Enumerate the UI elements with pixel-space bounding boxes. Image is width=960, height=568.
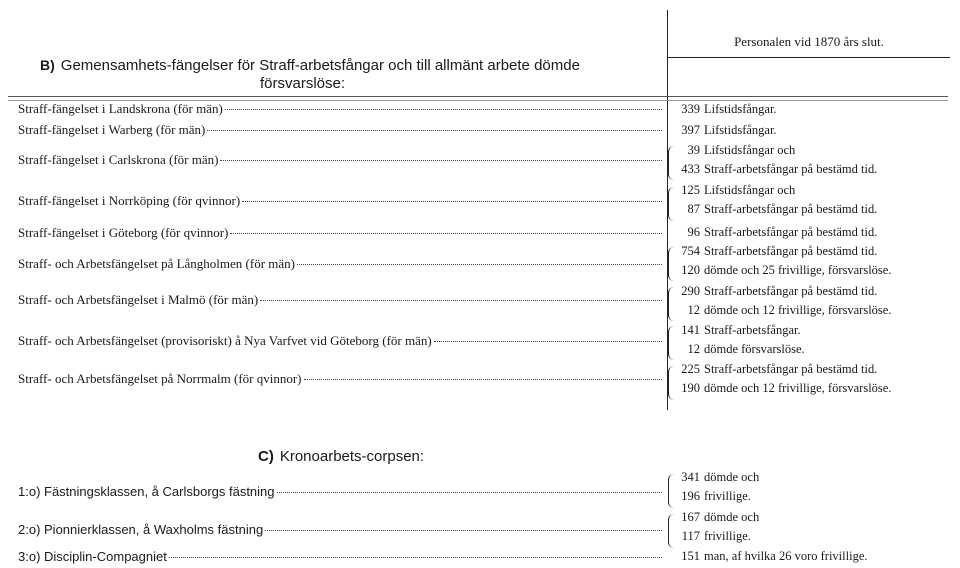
leader-dots xyxy=(434,341,662,342)
corps-row-count: 151 man, af hvilka 26 voro frivillige. xyxy=(681,549,868,563)
brace xyxy=(668,287,675,321)
corps-row-label: 2:o) Pionnierklassen, å Waxholms fästning xyxy=(18,522,664,537)
section-c-title-text: Kronoarbets-corpsen: xyxy=(279,448,425,465)
leader-dots xyxy=(230,233,662,234)
prison-row-label: Straff- och Arbetsfängelset i Malmö (för män) xyxy=(18,292,664,308)
prison-row-label: Straff-fängelset i Norrköping (för qvinnor) xyxy=(18,193,664,209)
leader-dots xyxy=(242,201,662,202)
section-rule xyxy=(8,96,948,97)
section-b-letter: B) xyxy=(40,57,55,73)
brace xyxy=(668,247,675,281)
leader-dots xyxy=(304,379,662,380)
brace xyxy=(668,146,675,180)
prison-row-label: Straff-fängelset i Landskrona (för män) xyxy=(18,101,664,117)
prison-row-count: 397 Lifstidsfångar. xyxy=(681,123,777,137)
leader-dots xyxy=(225,109,662,110)
prison-row-label: Straff- och Arbetsfängelset (provisoriskt) å Nya Varfvet vid Göteborg (för män) xyxy=(18,333,664,349)
section-b-title xyxy=(40,56,660,93)
header-rule xyxy=(668,57,950,58)
prison-row-count: 225 Straff-arbetsfångar på bestämd tid. 190 dömde och 12 frivillige, försvarslöse. xyxy=(681,362,892,395)
leader-dots xyxy=(260,300,662,301)
leader-dots xyxy=(169,557,662,558)
section-b-title-line1: Gemensamhets-fängelser för Straff-arbetsfångar och till allmänt arbete dömde xyxy=(60,57,580,74)
prison-row-count: 141 Straff-arbetsfångar. 12 dömde försvarslöse. xyxy=(681,323,805,356)
leader-dots xyxy=(297,264,662,265)
section-c-letter: C) xyxy=(258,448,274,465)
brace xyxy=(668,187,675,221)
prison-row-count: 339 Lifstidsfångar. xyxy=(681,102,777,116)
brace xyxy=(668,474,675,508)
brace xyxy=(668,326,675,360)
prison-row-count: 96 Straff-arbetsfångar på bestämd tid. xyxy=(687,225,878,239)
prison-row-count: 39 Lifstidsfångar och 433 Straff-arbetsfångar på bestämd tid. xyxy=(681,143,878,176)
leader-dots xyxy=(207,130,662,131)
staff-note-heading: Personalen vid 1870 års slut. xyxy=(734,34,884,49)
prison-row-label: Straff-fängelset i Warberg (för män) xyxy=(18,122,664,138)
corps-row-label: 3:o) Disciplin-Compagniet xyxy=(18,549,664,564)
brace xyxy=(668,514,675,548)
section-c-title xyxy=(258,448,424,465)
prison-row-count: 290 Straff-arbetsfångar på bestämd tid. 12 dömde och 12 frivillige, försvarslöse. xyxy=(681,284,892,317)
prison-row-label: Straff- och Arbetsfängelset på Norrmalm (för qvinnor) xyxy=(18,371,664,387)
leader-dots xyxy=(220,160,662,161)
prison-row-label: Straff-fängelset i Göteborg (för qvinnor) xyxy=(18,225,664,241)
prison-row-label: Straff-fängelset i Carlskrona (för män) xyxy=(18,152,664,168)
leader-dots xyxy=(265,530,662,531)
brace xyxy=(668,366,675,400)
corps-row-count: 341 dömde och 196 frivillige. xyxy=(681,470,760,503)
section-b-title-line2: försvarslöse: xyxy=(260,75,346,92)
leader-dots xyxy=(277,492,662,493)
corps-row-count: 167 dömde och 117 frivillige. xyxy=(681,510,760,543)
corps-row-label: 1:o) Fästningsklassen, å Carlsborgs fästning xyxy=(18,484,664,499)
prison-row-count: 125 Lifstidsfångar och 87 Straff-arbetsfångar på bestämd tid. xyxy=(681,183,878,216)
prison-row-label: Straff- och Arbetsfängelset på Långholmen (för män) xyxy=(18,256,664,272)
prison-row-count: 754 Straff-arbetsfångar på bestämd tid. 120 dömde och 25 frivillige, försvarslöse. xyxy=(681,244,892,277)
